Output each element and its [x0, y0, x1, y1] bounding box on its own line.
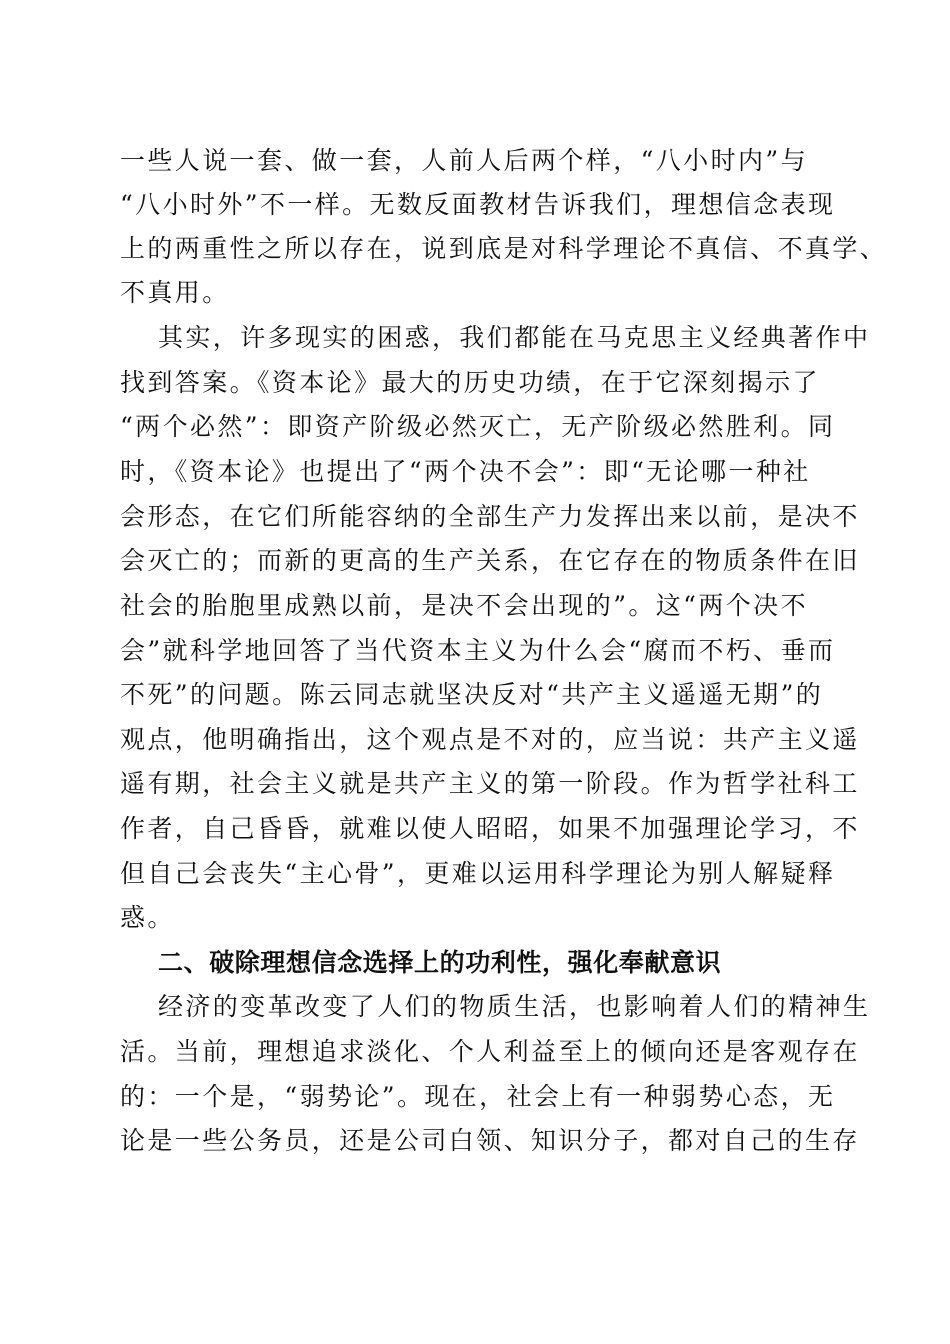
text-line: 遥有期，社会主义就是共产主义的第一阶段。作为哲学社科工 [120, 769, 860, 798]
text-line: “两个必然”：即资产阶级必然灭亡，无产阶级必然胜利。同 [120, 412, 836, 441]
text-line: 时，《资本论》也提出了“两个决不会”：即“无论哪一种社 [120, 457, 811, 486]
text-line: 惑。 [120, 903, 175, 932]
text-line: 论是一些公务员，还是公司白领、知识分子，都对自己的生存 [120, 1126, 860, 1155]
text-line: 的：一个是，“弱势论”。现在，社会上有一种弱势心态，无 [120, 1082, 836, 1111]
section-heading: 二、破除理想信念选择上的功利性，强化奉献意识 [158, 948, 722, 977]
text-line: 观点，他明确指出，这个观点是不对的，应当说：共产主义遥 [120, 725, 860, 754]
text-line: 社会的胎胞里成熟以前，是决不会出现的”。这“两个决不 [120, 591, 808, 620]
text-line: 上的两重性之所以存在，说到底是对科学理论不真信、不真学、 [120, 234, 888, 263]
text-line: 活。当前，理想追求淡化、个人利益至上的倾向还是客观存在 [120, 1037, 860, 1066]
text-line: “八小时外”不一样。无数反面教材告诉我们，理想信念表现 [120, 190, 836, 219]
text-line: 经济的变革改变了人们的物质生活，也影响着人们的精神生 [158, 992, 871, 1021]
text-line: 找到答案。《资本论》最大的历史功绩，在于它深刻揭示了 [120, 368, 820, 397]
text-line: 一些人说一套、做一套，人前人后两个样，“八小时内”与 [120, 146, 808, 175]
text-line: 但自己会丧失“主心骨”，更难以运用科学理论为别人解疑释 [120, 859, 836, 888]
text-line: 其实，许多现实的困惑，我们都能在马克思主义经典著作中 [158, 323, 871, 352]
text-line: 会形态，在它们所能容纳的全部生产力发挥出来以前，是决不 [120, 502, 860, 531]
text-line: 会”就科学地回答了当代资本主义为什么会“腐而不朽、垂而 [120, 636, 836, 665]
text-line: 不死”的问题。陈云同志就坚决反对“共产主义遥遥无期”的 [120, 680, 824, 709]
text-line: 不真用。 [120, 278, 230, 307]
text-line: 作者，自己昏昏，就难以使人昭昭，如果不加强理论学习，不 [120, 814, 860, 843]
text-line: 会灭亡的；而新的更高的生产关系，在它存在的物质条件在旧 [120, 546, 860, 575]
